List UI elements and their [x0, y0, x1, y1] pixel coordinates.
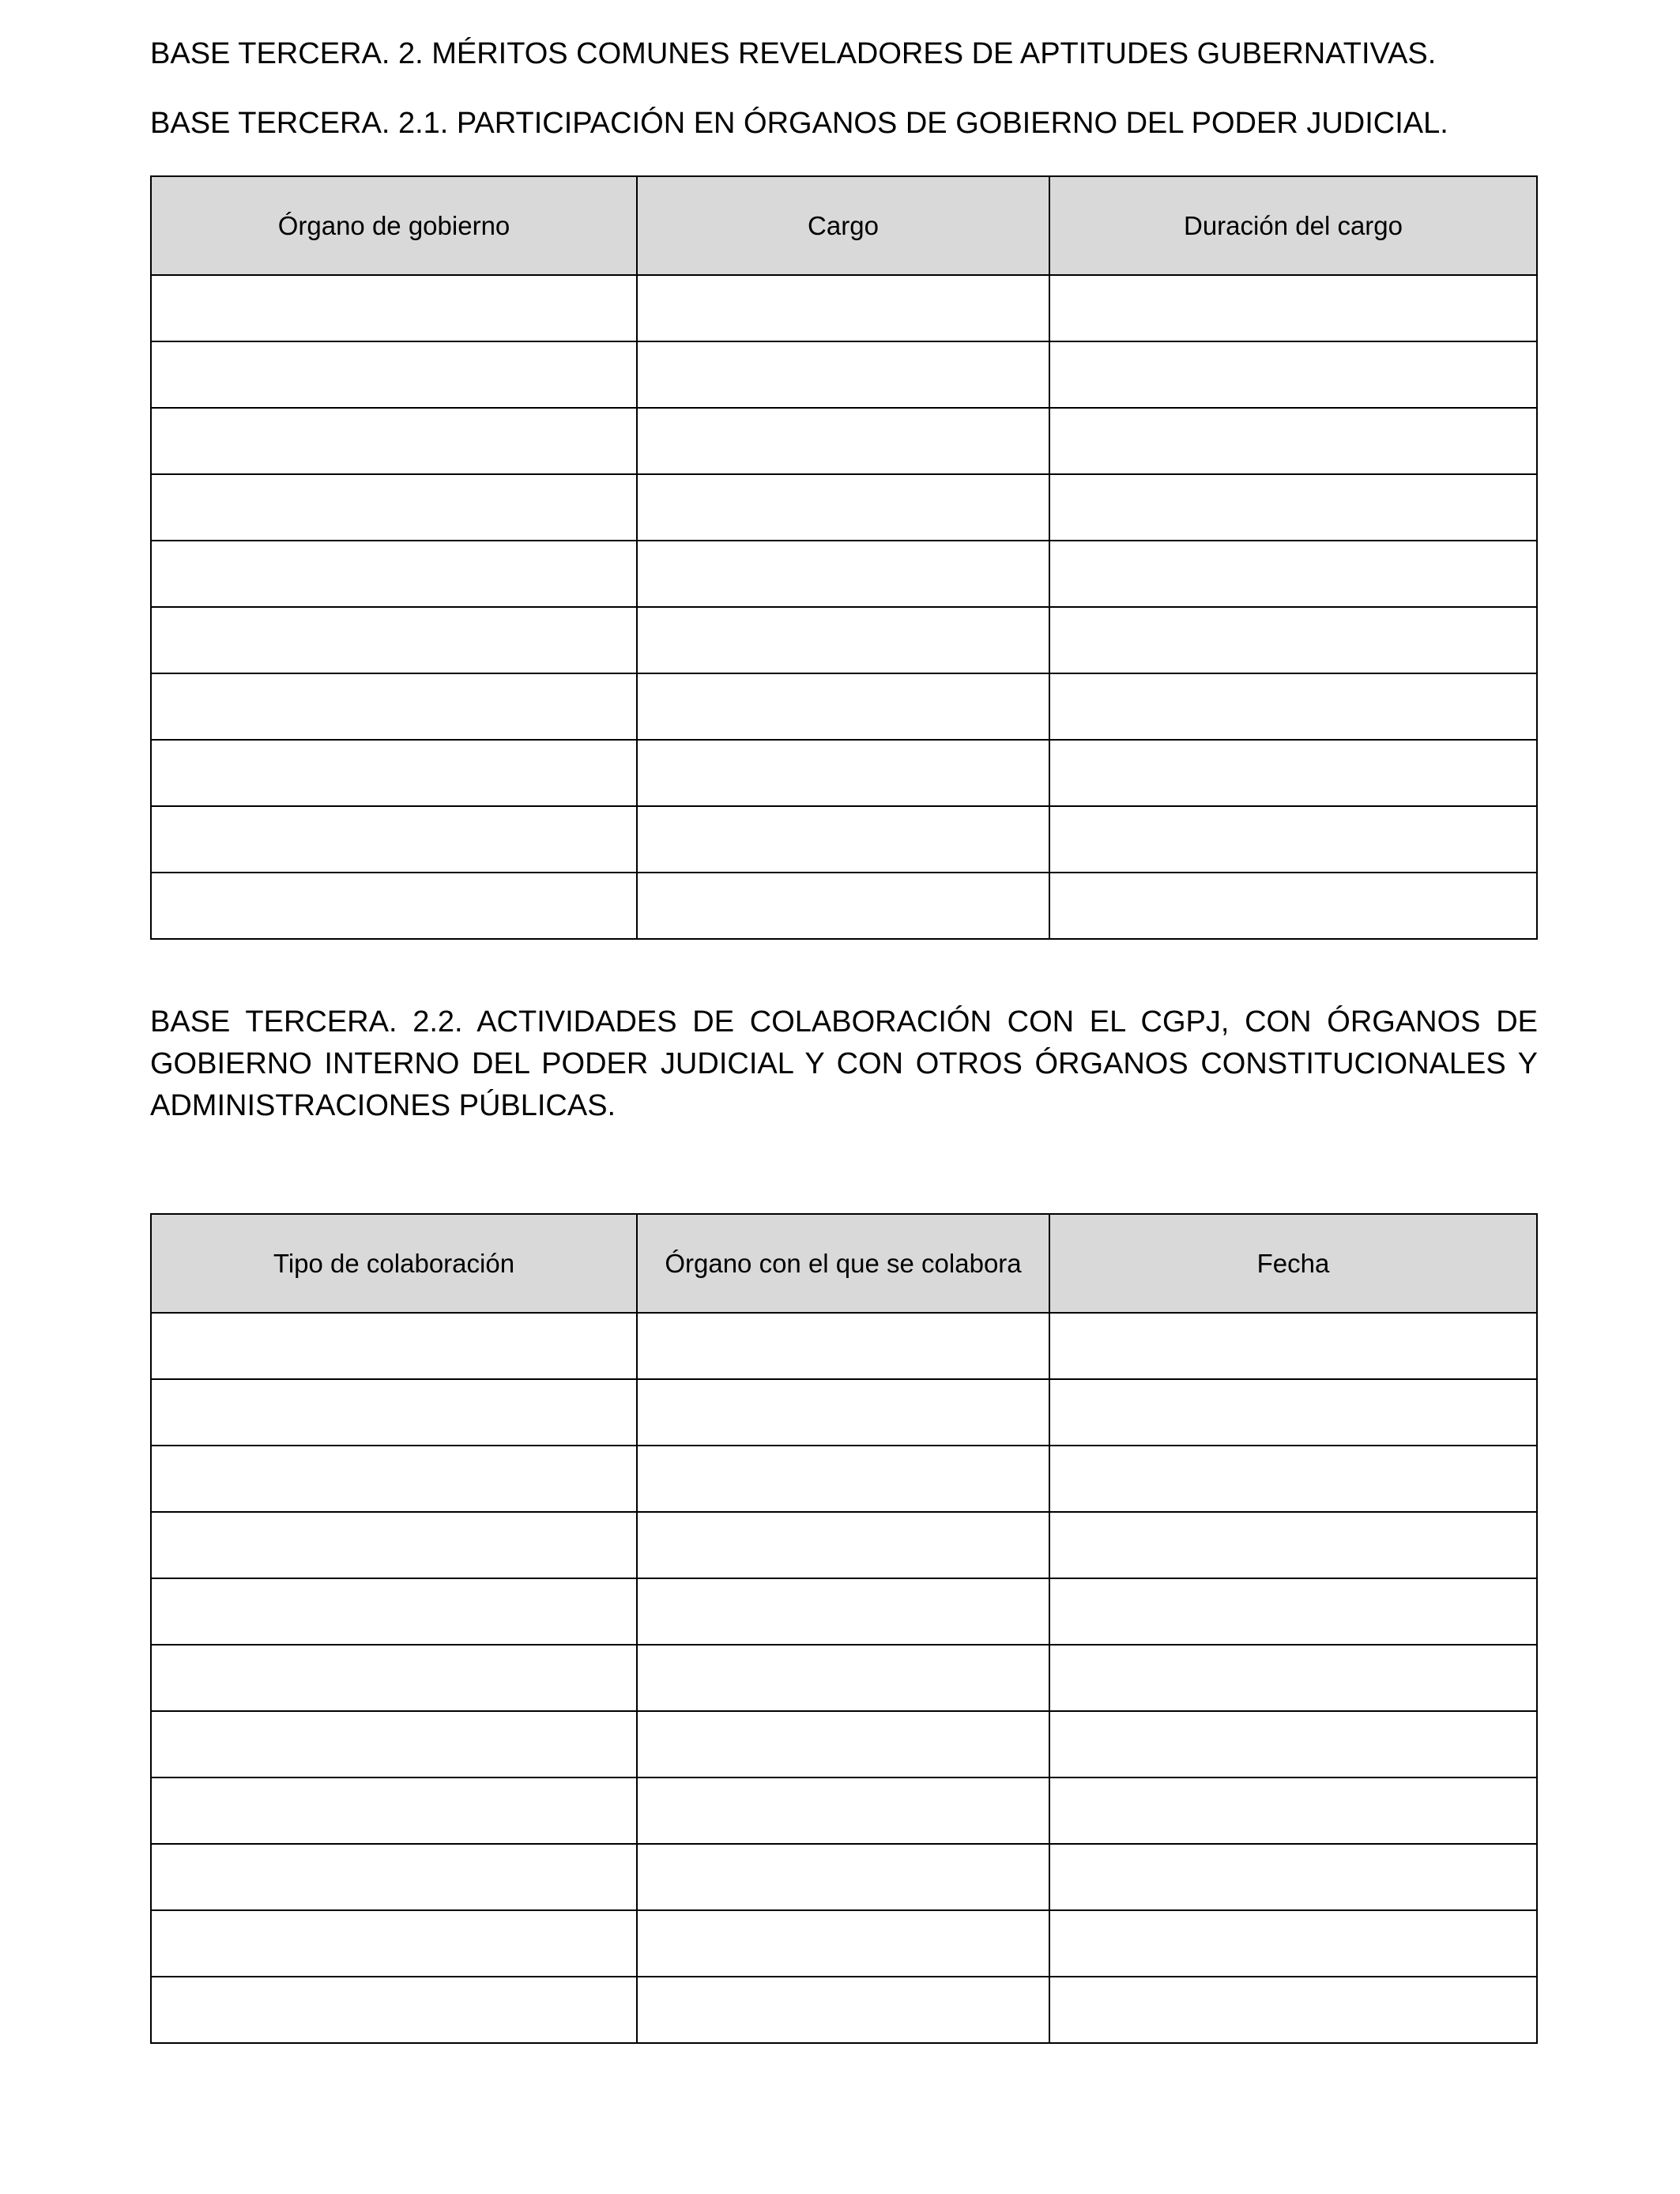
collaborating-body-cell[interactable]	[637, 1512, 1049, 1578]
governing-body-cell[interactable]	[151, 806, 637, 873]
table-row	[151, 1313, 1537, 1379]
table-body	[151, 1313, 1537, 2043]
date-cell[interactable]	[1049, 1578, 1537, 1645]
table-header-row	[151, 1214, 1537, 1313]
date-cell[interactable]	[1049, 1645, 1537, 1711]
date-cell[interactable]	[1049, 1313, 1537, 1379]
duration-cell[interactable]	[1049, 275, 1537, 341]
collaboration-type-cell[interactable]	[151, 1313, 637, 1379]
position-cell[interactable]	[637, 740, 1049, 806]
table-body	[151, 275, 1537, 939]
collaborating-body-cell[interactable]	[637, 1379, 1049, 1446]
table-row	[151, 1578, 1537, 1645]
collaboration-activities-table	[150, 1213, 1538, 2044]
date-cell[interactable]	[1049, 1910, 1537, 1977]
collaboration-type-cell[interactable]	[151, 1777, 637, 1844]
section-2-heading: BASE TERCERA. 2.2. ACTIVIDADES DE COLABORACIÓN CON EL CGPJ, CON ÓRGANOS DE GOBIERNO INTERNO DEL PODER JUDICIAL Y CON OTROS ÓRGANOS CONSTITUCIONALES Y ADMINISTRACIONES PÚBLICAS.	[150, 1005, 1538, 1122]
table-row	[151, 408, 1537, 474]
duration-cell[interactable]	[1049, 341, 1537, 408]
position-cell[interactable]	[637, 673, 1049, 740]
table-row	[151, 1645, 1537, 1711]
position-cell[interactable]	[637, 806, 1049, 873]
table-row	[151, 1446, 1537, 1512]
main-heading: BASE TERCERA. 2. MÉRITOS COMUNES REVELADORES DE APTITUDES GUBERNATIVAS.	[150, 37, 1437, 70]
collaborating-body-cell[interactable]	[637, 1578, 1049, 1645]
duration-cell[interactable]	[1049, 806, 1537, 873]
duration-cell[interactable]	[1049, 873, 1537, 939]
collaborating-body-cell[interactable]	[637, 1844, 1049, 1910]
position-cell[interactable]	[637, 541, 1049, 607]
duration-cell[interactable]	[1049, 673, 1537, 740]
table-row	[151, 673, 1537, 740]
column-header-duration: Duración del cargo	[1049, 176, 1537, 275]
date-cell[interactable]	[1049, 1777, 1537, 1844]
collaboration-type-cell[interactable]	[151, 1977, 637, 2043]
date-cell[interactable]	[1049, 1844, 1537, 1910]
position-cell[interactable]	[637, 873, 1049, 939]
governing-body-cell[interactable]	[151, 607, 637, 673]
table-row	[151, 1777, 1537, 1844]
table-row	[151, 607, 1537, 673]
table-row	[151, 1512, 1537, 1578]
governing-body-cell[interactable]	[151, 275, 637, 341]
table-row	[151, 1910, 1537, 1977]
duration-cell[interactable]	[1049, 408, 1537, 474]
date-cell[interactable]	[1049, 1379, 1537, 1446]
governing-body-cell[interactable]	[151, 341, 637, 408]
collaborating-body-cell[interactable]	[637, 1977, 1049, 2043]
duration-cell[interactable]	[1049, 607, 1537, 673]
table-header-row	[151, 176, 1537, 275]
collaboration-type-cell[interactable]	[151, 1645, 637, 1711]
collaborating-body-cell[interactable]	[637, 1446, 1049, 1512]
position-cell[interactable]	[637, 607, 1049, 673]
table-row	[151, 1379, 1537, 1446]
governance-bodies-table	[150, 175, 1538, 940]
governing-body-cell[interactable]	[151, 740, 637, 806]
collaboration-type-cell[interactable]	[151, 1512, 637, 1578]
table-row	[151, 1844, 1537, 1910]
collaboration-type-cell[interactable]	[151, 1379, 637, 1446]
table-row	[151, 806, 1537, 873]
date-cell[interactable]	[1049, 1512, 1537, 1578]
duration-cell[interactable]	[1049, 474, 1537, 541]
collaborating-body-cell[interactable]	[637, 1313, 1049, 1379]
collaborating-body-cell[interactable]	[637, 1645, 1049, 1711]
date-cell[interactable]	[1049, 1711, 1537, 1777]
governing-body-cell[interactable]	[151, 541, 637, 607]
table-row	[151, 275, 1537, 341]
table-row	[151, 740, 1537, 806]
column-header-date: Fecha	[1049, 1214, 1537, 1313]
section-1-heading: BASE TERCERA. 2.1. PARTICIPACIÓN EN ÓRGANOS DE GOBIERNO DEL PODER JUDICIAL.	[150, 107, 1448, 140]
governing-body-cell[interactable]	[151, 873, 637, 939]
position-cell[interactable]	[637, 275, 1049, 341]
duration-cell[interactable]	[1049, 541, 1537, 607]
collaboration-type-cell[interactable]	[151, 1578, 637, 1645]
position-cell[interactable]	[637, 408, 1049, 474]
column-header-governing-body: Órgano de gobierno	[151, 176, 637, 275]
duration-cell[interactable]	[1049, 740, 1537, 806]
column-header-collaboration-type: Tipo de colaboración	[151, 1214, 637, 1313]
collaboration-type-cell[interactable]	[151, 1910, 637, 1977]
table-row	[151, 873, 1537, 939]
collaborating-body-cell[interactable]	[637, 1777, 1049, 1844]
governing-body-cell[interactable]	[151, 408, 637, 474]
governing-body-cell[interactable]	[151, 673, 637, 740]
governing-body-cell[interactable]	[151, 474, 637, 541]
collaboration-type-cell[interactable]	[151, 1844, 637, 1910]
collaboration-type-cell[interactable]	[151, 1711, 637, 1777]
table-row	[151, 541, 1537, 607]
table-row	[151, 1711, 1537, 1777]
position-cell[interactable]	[637, 474, 1049, 541]
date-cell[interactable]	[1049, 1446, 1537, 1512]
table-row	[151, 1977, 1537, 2043]
position-cell[interactable]	[637, 341, 1049, 408]
collaboration-type-cell[interactable]	[151, 1446, 637, 1512]
table-row	[151, 341, 1537, 408]
table-row	[151, 474, 1537, 541]
column-header-position: Cargo	[637, 176, 1049, 275]
column-header-collaborating-body: Órgano con el que se colabora	[637, 1214, 1049, 1313]
collaborating-body-cell[interactable]	[637, 1910, 1049, 1977]
date-cell[interactable]	[1049, 1977, 1537, 2043]
collaborating-body-cell[interactable]	[637, 1711, 1049, 1777]
